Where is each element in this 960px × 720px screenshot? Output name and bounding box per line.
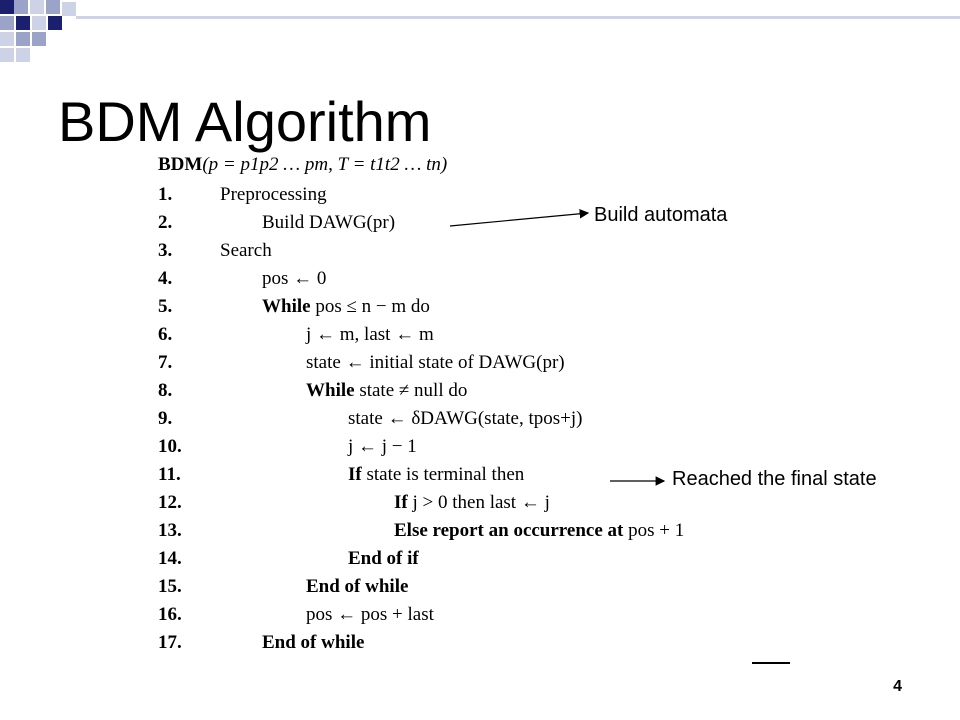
line-text: state is terminal then <box>366 464 525 485</box>
line-text: state ≠ null do <box>359 380 468 401</box>
line-code <box>306 574 408 600</box>
line-code <box>348 462 524 488</box>
annotation-build-automata: Build automata <box>594 204 728 226</box>
line-keyword: End of if <box>348 548 419 569</box>
line-code <box>348 406 583 432</box>
line-code <box>220 182 327 208</box>
line-text: j ← j − 1 <box>348 436 417 457</box>
header-decoration <box>0 0 960 80</box>
slide-title: BDM Algorithm <box>58 90 432 153</box>
line-code <box>262 630 364 656</box>
algorithm-name: BDM <box>158 154 203 175</box>
line-code <box>220 238 272 264</box>
line-code <box>306 602 434 628</box>
line-code <box>306 378 467 404</box>
arrow-build-automata <box>450 213 588 226</box>
line-text: j > 0 then last ← j <box>412 492 550 513</box>
line-code <box>348 546 419 572</box>
line-number: 3. <box>158 240 173 261</box>
annotation-final-state: Reached the final state <box>672 468 877 490</box>
line-number: 10. <box>158 436 182 457</box>
line-number: 17. <box>158 632 182 653</box>
line-number: 9. <box>158 408 173 429</box>
line-code <box>262 266 326 292</box>
line-number: 15. <box>158 576 182 597</box>
line-text: j ← m, last ← m <box>306 324 434 345</box>
line-keyword: If <box>394 492 408 513</box>
line-keyword: While <box>306 380 355 401</box>
line-text: pos ← pos + last <box>306 604 434 625</box>
line-keyword: If <box>348 464 362 485</box>
algorithm-header <box>158 154 447 176</box>
slide-page-number: 4 <box>893 678 902 695</box>
line-text: state ← δDAWG(state, tpos+j) <box>348 408 583 429</box>
line-number: 2. <box>158 212 173 233</box>
line-text: pos ← 0 <box>262 268 327 289</box>
line-text: state ← initial state of DAWG(pr) <box>306 352 565 373</box>
line-number: 6. <box>158 324 173 345</box>
line-number: 13. <box>158 520 182 541</box>
line-keyword: While <box>262 296 311 317</box>
line-number: 1. <box>158 184 173 205</box>
line-number: 16. <box>158 604 182 625</box>
line-code <box>262 294 430 320</box>
line-number: 7. <box>158 352 173 373</box>
line-keyword: End of while <box>262 632 365 653</box>
line-number: 14. <box>158 548 182 569</box>
line-keyword: End of while <box>306 576 409 597</box>
line-number: 12. <box>158 492 182 513</box>
line-text: pos + 1 <box>628 520 685 541</box>
line-keyword: Else report an occurrence at <box>394 520 624 541</box>
line-number: 4. <box>158 268 173 289</box>
underline-mark <box>752 662 790 664</box>
line-number: 8. <box>158 380 173 401</box>
line-number: 5. <box>158 296 173 317</box>
line-code <box>262 210 395 236</box>
line-code <box>306 350 565 376</box>
line-code <box>394 518 684 544</box>
line-code <box>394 490 550 516</box>
line-code <box>348 434 417 460</box>
line-text: Preprocessing <box>220 184 327 205</box>
line-text: Build DAWG(pr) <box>262 212 396 233</box>
line-code <box>306 322 434 348</box>
algorithm-signature: (p = p1p2 … pm, T = t1t2 … tn) <box>202 154 448 175</box>
line-number: 11. <box>158 464 181 485</box>
line-text: pos ≤ n − m do <box>315 296 430 317</box>
line-text: Search <box>220 240 272 261</box>
